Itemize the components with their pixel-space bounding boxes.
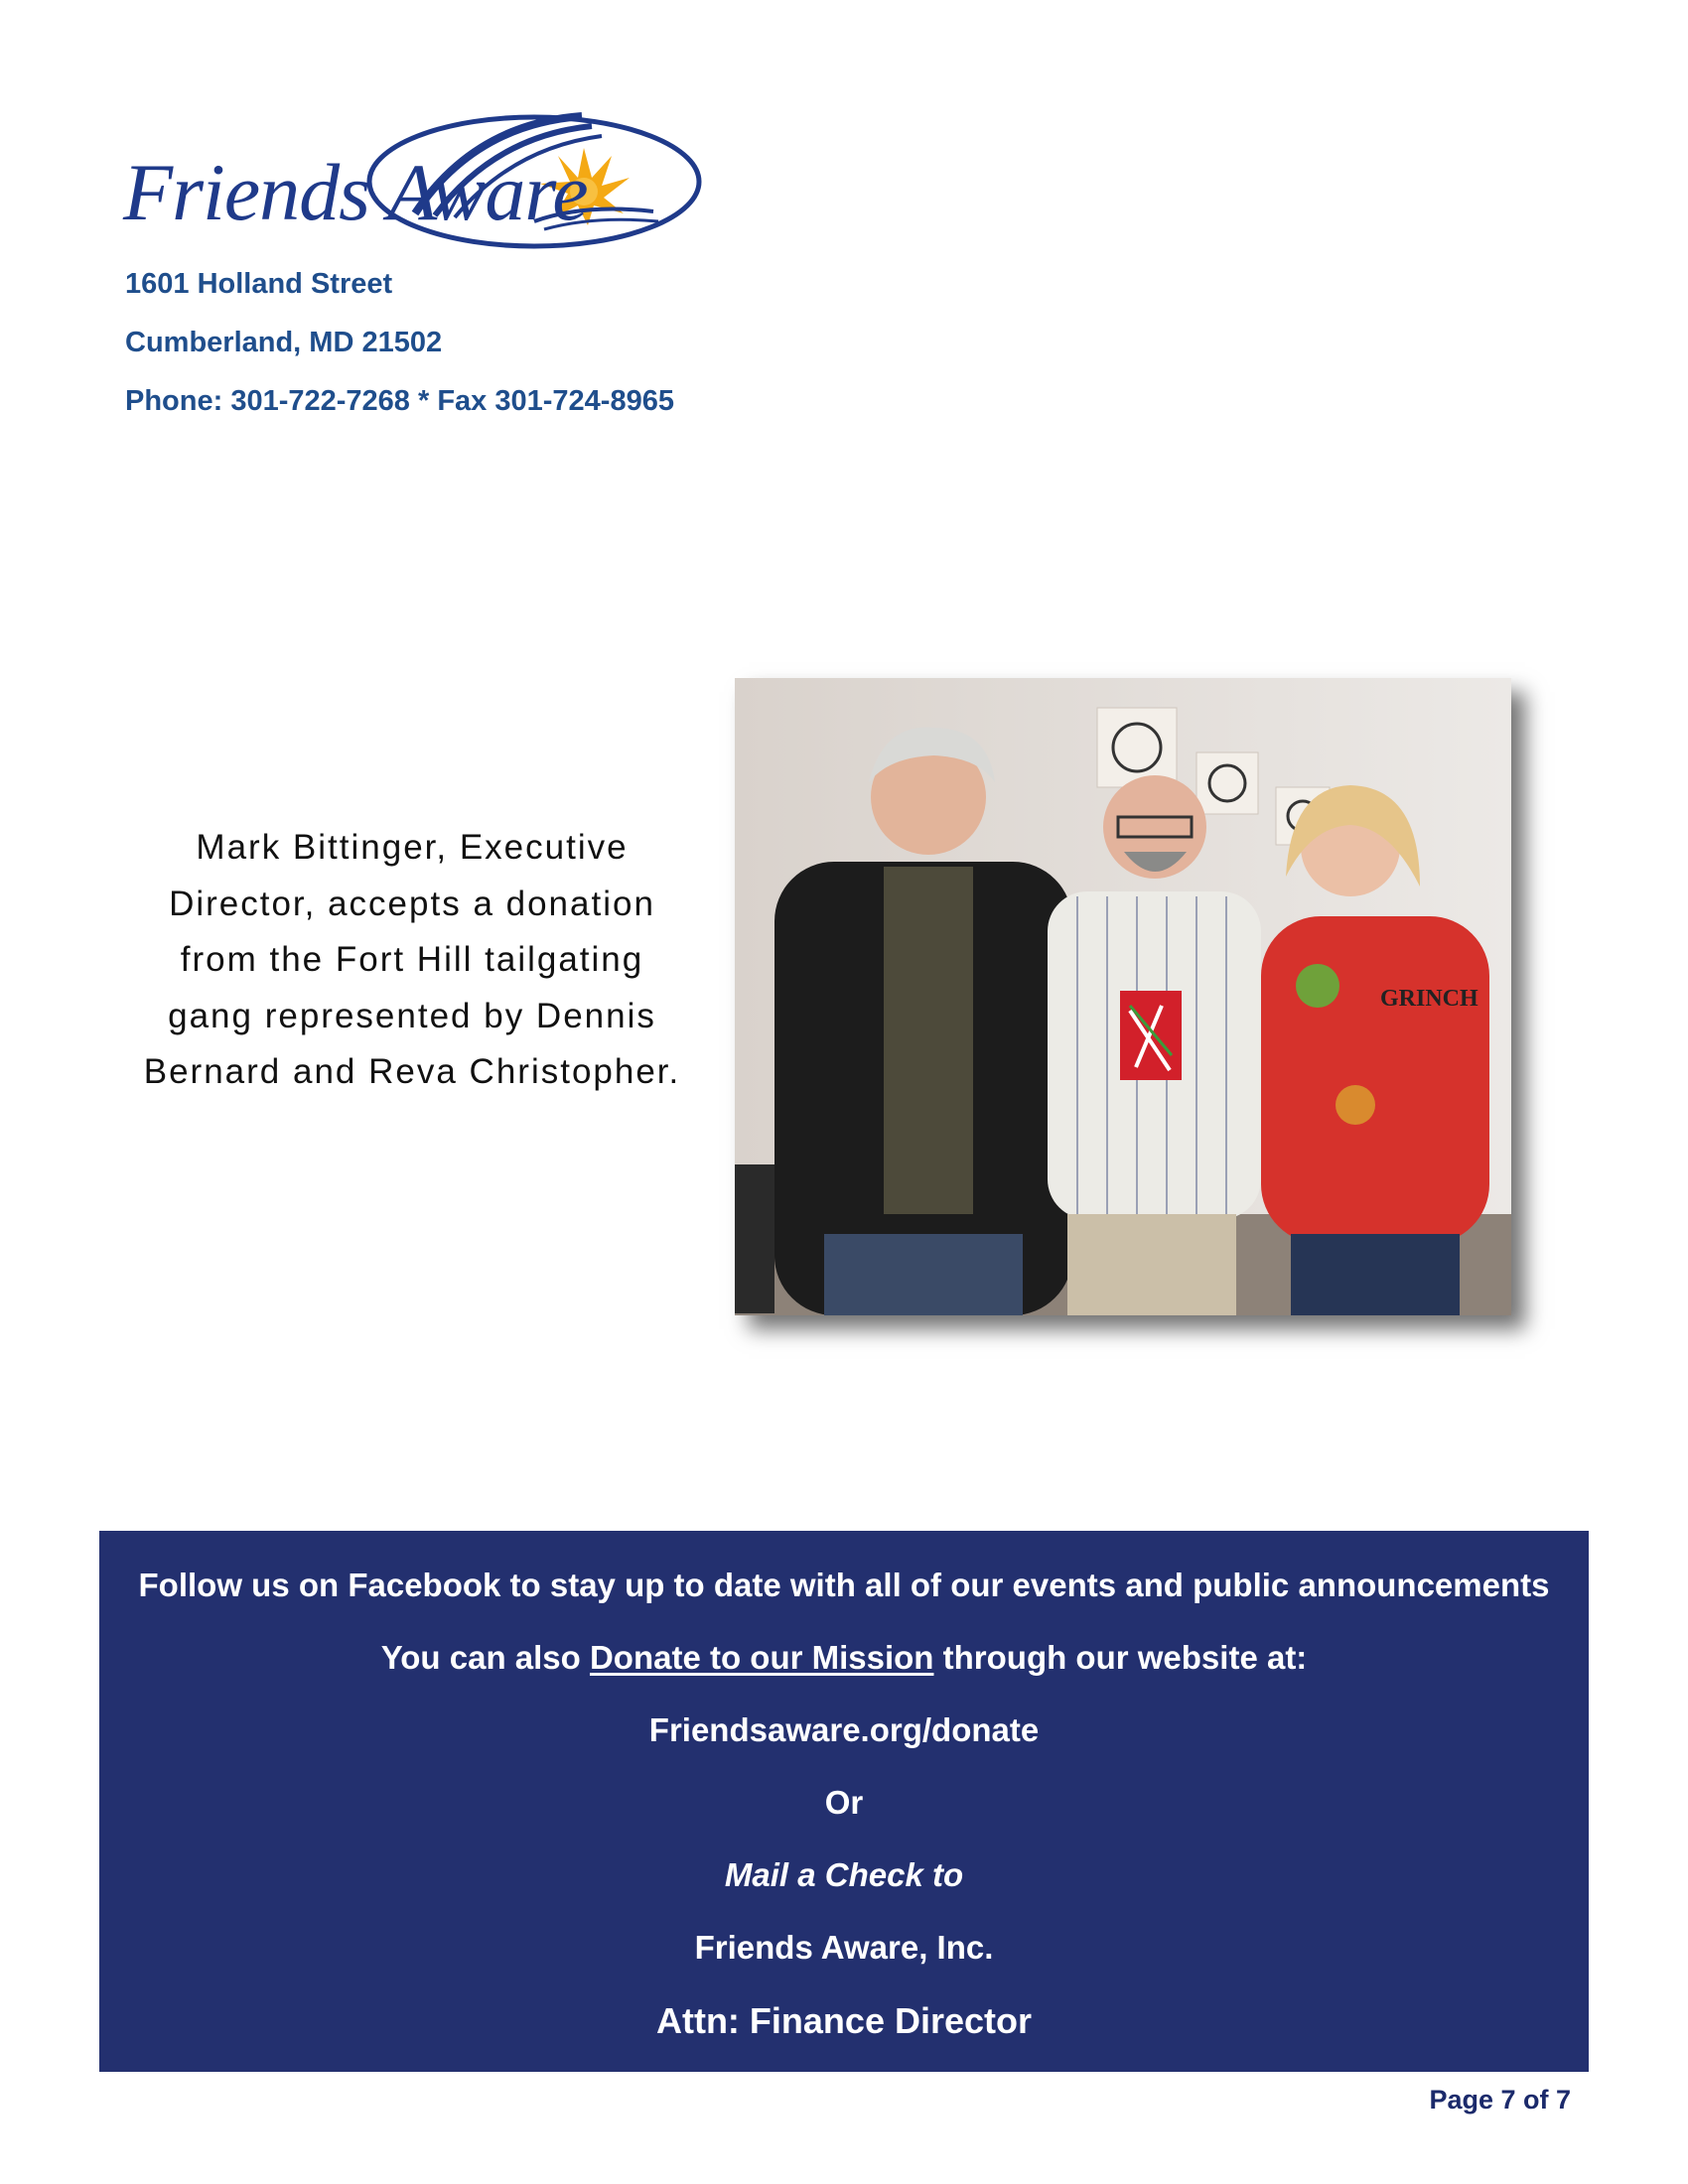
caption-line: Bernard and Reva Christopher. <box>143 1052 681 1091</box>
mail-check-line: Mail a Check to <box>724 1856 964 1893</box>
street-address: 1601 Holland Street <box>125 268 393 300</box>
page-number: Page 7 of 7 <box>1429 2085 1571 2115</box>
sweater-text: GRINCH <box>1380 986 1478 1012</box>
friends-aware-logo <box>117 104 703 283</box>
donation-banner <box>99 1531 1589 2072</box>
donate-suffix: through our website at: <box>933 1639 1308 1676</box>
phone-fax: Phone: 301-722-7268 * Fax 301-724-8965 <box>125 385 674 417</box>
logo-wordmark: Friends Aware <box>123 147 588 237</box>
caption-line: gang represented by Dennis <box>168 996 656 1035</box>
caption-line: from the Fort Hill tailgating <box>180 940 644 979</box>
or-line: Or <box>824 1784 864 1821</box>
org-name-line: Friends Aware, Inc. <box>694 1929 994 1966</box>
donate-line <box>99 1641 1589 1674</box>
donate-mission-link[interactable]: Donate to our Mission <box>589 1639 934 1676</box>
donation-photo-illustration <box>735 678 1511 1315</box>
photo-caption <box>119 820 705 1101</box>
caption-line: Mark Bittinger, Executive <box>196 828 629 867</box>
caption-line: Director, accepts a donation <box>169 884 655 923</box>
donate-prefix: You can also <box>380 1639 590 1676</box>
donation-photo <box>735 678 1511 1315</box>
website-line[interactable]: Friendsaware.org/donate <box>648 1711 1040 1748</box>
attn-line: Attn: Finance Director <box>655 2000 1033 2041</box>
city-state-zip: Cumberland, MD 21502 <box>125 327 443 358</box>
facebook-line: Follow us on Facebook to stay up to date with all of our events and public announcements <box>138 1567 1550 1603</box>
